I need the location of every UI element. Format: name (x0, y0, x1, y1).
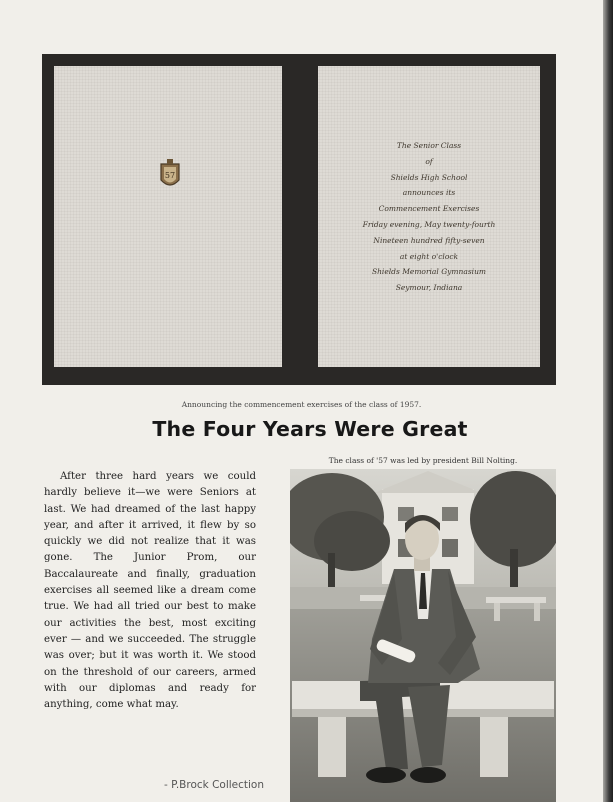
page-headline: The Four Years Were Great (152, 417, 468, 441)
invitation-line: of (425, 156, 433, 166)
portrait-illustration (290, 469, 556, 802)
page-binding-edge (603, 0, 613, 802)
invitation-line: announces its (402, 188, 456, 198)
portrait-caption: The class of '57 was led by president Bill Nolting. (328, 456, 518, 465)
invitation-inside (318, 66, 540, 367)
invitation-text (328, 138, 530, 296)
invitation-line: Nineteen hundred fifty-seven (373, 235, 485, 245)
invitation-line: Shields High School (390, 172, 468, 182)
crest-label: 57 (164, 171, 176, 180)
invitation-line: The Senior Class (396, 141, 462, 150)
class-crest-icon (158, 158, 182, 192)
invitation-line: Seymour, Indiana (395, 283, 463, 293)
body-copy (44, 469, 256, 713)
invitation-line: at eight o'clock (399, 251, 459, 261)
body-paragraph: After three hard years we could hardly believe it—we were Seniors at last. We had dreamed of the last happy year, and after it arrived, it flew by so quickly we did not realize that it was gone. The Junior Prom, our Baccalaureate and finally, graduation exercises all seemed like a dream come true. We had all tried our best to make our activities the best, most exciting ever — and we succeeded. The struggle was over; but it was worth it. We stood on the threshold of our careers, armed with our diplomas and ready for anything, come what may. (44, 471, 256, 711)
invitation-line: Shields Memorial Gymnasium (371, 267, 487, 277)
invitation-line: Commencement Exercises (378, 204, 480, 214)
invitation-line: Friday evening, May twenty-fourth (362, 219, 496, 229)
invitation-photo (42, 54, 556, 385)
announcement-caption: Announcing the commencement exercises of the class of 1957. (181, 400, 422, 409)
president-portrait (290, 469, 556, 802)
collection-credit: - P.Brock Collection (164, 779, 265, 791)
invitation-cover (54, 66, 282, 367)
